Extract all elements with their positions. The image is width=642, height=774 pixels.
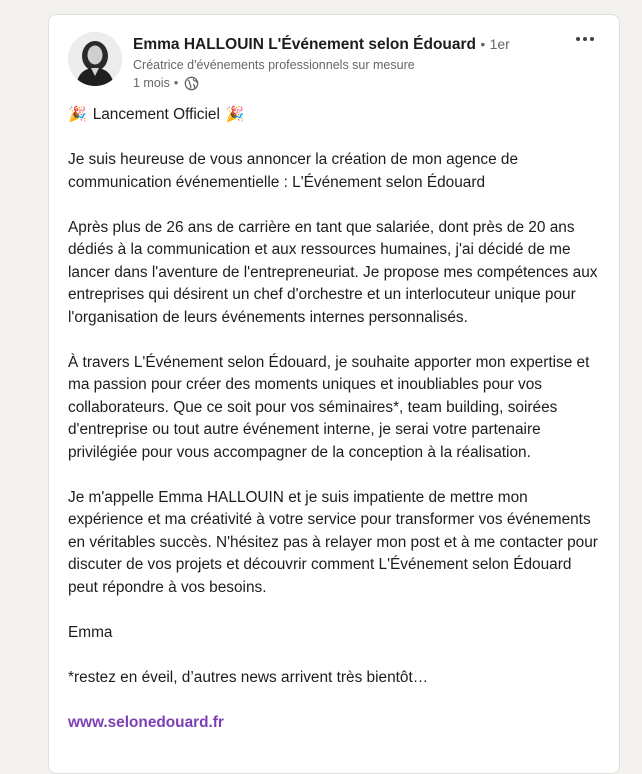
- post-signature: Emma: [68, 623, 113, 641]
- author-name[interactable]: Emma HALLOUIN L'Événement selon Édouard: [133, 36, 477, 53]
- post-title-line: [68, 104, 598, 127]
- author-avatar[interactable]: [68, 32, 122, 86]
- post-title: Lancement Officiel: [92, 106, 220, 123]
- party-popper-icon: 🎉: [225, 106, 245, 124]
- avatar-photo: [68, 32, 122, 86]
- author-headline: Créatrice d'événements professionnels sur mesure: [133, 58, 415, 72]
- connection-degree: 1er: [489, 36, 510, 52]
- party-popper-icon: 🎉: [68, 106, 87, 124]
- degree-separator: •: [480, 36, 486, 52]
- post-time: 1 mois: [133, 76, 170, 90]
- more-horizontal-icon-dot: [576, 37, 580, 41]
- more-horizontal-icon-dot: [590, 37, 594, 41]
- author-block: [133, 34, 553, 92]
- more-options-button[interactable]: [569, 29, 601, 49]
- author-line: [133, 34, 553, 55]
- post-paragraph: Après plus de 26 ans de carrière en tant que salariée, dont près de 20 ans dédiés à la communication et aux ressources humaines, j'ai décidé de me lancer dans l'aventure de l'entrepreneuriat. Je propose mes compétences aux entreprises qui désirent un chef d'orchestre et un interlocuteur unique pour l'organisation de leurs événements internes personnalisés.: [68, 218, 598, 326]
- post-paragraph: À travers L'Événement selon Édouard, je souhaite apporter mon expertise et ma passion pour créer des moments uniques et inoubliables pour vos collaborateurs. Que ce soit pour vos séminaires*, team building, soirées d'entreprise ou tout autre événement interne, je serai votre partenaire privilégiée pour vous accompagner de la conception à la réalisation.: [68, 353, 590, 461]
- post-paragraph: Je suis heureuse de vous annoncer la création de mon agence de communication événementielle : L'Événement selon Édouard: [68, 151, 519, 191]
- post-meta: [133, 74, 553, 92]
- more-horizontal-icon-dot: [583, 37, 587, 41]
- globe-icon: [184, 76, 199, 91]
- post-body: [68, 104, 598, 757]
- post-footnote: *restez en éveil, d’autres news arrivent très bientôt…: [68, 668, 429, 686]
- website-link[interactable]: www.selonedouard.fr: [68, 713, 224, 731]
- meta-separator: •: [173, 76, 179, 90]
- post-card: [48, 14, 620, 774]
- post-paragraph: Je m'appelle Emma HALLOUIN et je suis impatiente de mettre mon expérience et ma créativité à votre service pour transformer vos événements en véritables succès. N'hésitez pas à relayer mon post et à me contacter pour discuter de vos projets et découvrir comment L'Événement selon Édouard peut répondre à vos besoins.: [68, 488, 598, 596]
